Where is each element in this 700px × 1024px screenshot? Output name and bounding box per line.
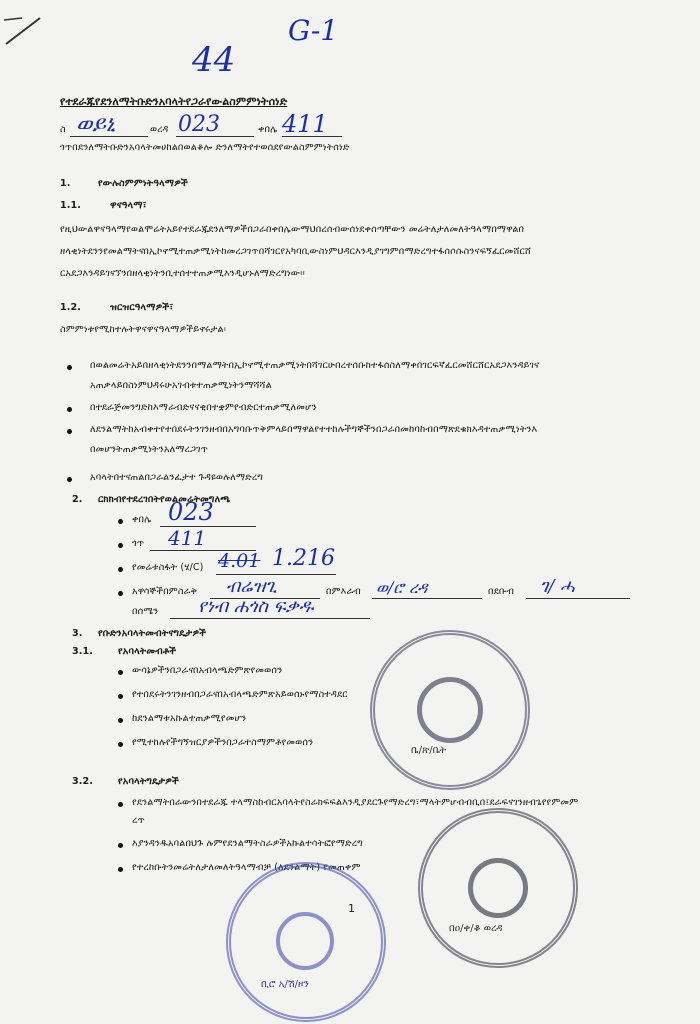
header-label-woreda: ወረዳ [150,124,169,135]
section-3-number: 3. [72,628,83,639]
official-seal [370,630,530,790]
section-1-2-number: 1.2. [60,302,82,313]
duty-item: የተረከቡትንመሬትለታለመለትዓላማብቻ (ለደንልማት) የመጠቀም [132,862,361,873]
handwritten-form-number: 023 [168,498,214,526]
fill-line [372,598,482,599]
right-item: የሚተከሉየችግኝዝርያዎችንበጋራተስማምቶየመወሰን [132,737,314,748]
handwritten-id: 411 [168,526,207,550]
field-label-boundary-south: በደቡብ [488,586,515,597]
handwritten-area-value: 1.216 [272,546,335,571]
bullet-icon [67,477,72,482]
objective-item-continued: አጠቃላይበስነምህዳሩሁአገብቱተጠቃሚነትንማሻሻል [90,380,272,391]
official-seal [226,862,386,1022]
bullet-icon [67,365,72,370]
fill-line [216,574,336,575]
header-label-part: ስ [60,124,66,135]
field-label-kebele: ቀበሌ [132,514,152,525]
bullet-icon [67,407,72,412]
handwritten-area-crossed: 4.01 [218,550,261,572]
objective-item: በተደራጅመንግድከእማራብድናናቂበተቋምየብድርተጠቃሚለመሆን [90,402,317,413]
handwritten-boundary-north: የነብ ሐጎስ ፍቃዱ [198,596,314,617]
duty-item: እያንዳንዱአባልበህጉ ሉምየደንልማትስራዎችአኩልተሳትፎየማድረግ [132,838,363,849]
section-1-title: የውሉስምምነትዓላማዎች [98,178,188,189]
bullet-icon [118,843,123,848]
pen-stroke-mark [0,0,60,60]
fill-line [170,618,370,619]
section-3-2-number: 3.2. [72,776,94,787]
bullet-icon [118,567,123,572]
objective-item: በወልመሬትአይበዘላቂነትደንንበማልማትበኢኮኖሚተጠቃሚነትበሻገርሁበረተሰቡከተፋሰስለማቀበገርፍኛፈርመሸርሸርአደጋእንዳይገና [90,360,540,371]
duty-item: የደንልማትበራውንበተደራጁ ተላማስከብርአባላትየስራክፍፍልእንዲያደርጉየማድረግ፣ማላትምሆብብቢበ፤ደራፍናገንዘብጌየየምመም [132,797,579,808]
bullet-icon [118,543,123,548]
section-2-number: 2. [72,494,83,505]
paragraph-line: ርአደጋእንዳይገናኘንበዘላቂነትንቢተሰተተጠቃሚእንዲሆኑለማድረግነው፡፡ [60,268,305,279]
page-number: 1 [348,902,356,915]
objective-item: አባላትበተናጠልበጋራልንፈታተ ጉዳዩወሉለማድረግ [90,472,264,483]
section-3-1-number: 3.1. [72,646,94,657]
field-label-got: ጎጥ [132,538,145,549]
bullet-icon [118,694,123,699]
bullet-icon [118,802,123,807]
field-label-boundary-east: አዋሳኞችበምስራቅ [132,586,198,597]
fill-line [526,598,630,599]
official-seal [418,808,578,968]
handwritten-boundary-west: ወ/ሮ ረዳ [376,578,428,597]
bullet-icon [118,718,123,723]
right-item: የተበደሩትንገንዘብበጋራናበአብላጫድምጽአይወሰኑየማስተዳደር [132,689,348,700]
header-label-kebele: ቀበሌ [258,124,278,135]
handwritten-code: G-1 [288,14,339,47]
bullet-icon [118,867,123,872]
intro-line: ጎጥበደንለማትቡድንአባላትመሀከልበወልቆሎ ድንለማትየተወሰደየውልስምምነትሰነድ [60,142,350,153]
bullet-icon [67,429,72,434]
handwritten-number: 44 [192,40,236,80]
handwritten-boundary-east: ብሬዝጊ [226,576,277,597]
field-label-boundary-west: በምእራብ [326,586,361,597]
section-3-title: የቡድንአባላትመብትናግዴታዎች [98,628,207,639]
section-1-number: 1. [60,178,71,189]
bullet-icon [118,670,123,675]
bullet-icon [118,742,123,747]
document-title: የተደራጁየደንለማትቡድንአባላትየጋራየውልስምምነትሰነድ [60,95,288,108]
bullet-icon [118,519,123,524]
right-item: ከደንልማቱአኩልተጠቃሚየመሆን [132,713,247,724]
seal-text: በዐ/ቀ/ቆ ወረዳ [449,923,503,934]
paragraph-line: የዚህውልዋናዓላማየወልሞሬትአይየተደራጁደንለማዎችበጋራበቀበሌውማህበረሰብውሰነደቀሰጣቸውን መሬትለታለመለትዓላማበማዋልበ [60,224,525,235]
right-item: ውሳኔዎችንበጋራናበአብላጫድምጽየመወሰን [132,665,283,676]
section-1-2-title: ዝርዝርዓላማዎች፣ [110,302,174,313]
handwritten-name: ወይኒ [76,112,116,137]
paragraph-line: ዘላቂነትደንንየመልማትናበኢኮኖሚተጠቃሚነትከመረጋገጥበሻገርየአካባቢውስነምህዳርእንዲያገግምበማድረግተፋሰሶሱስንናፍኝፈርመሸርሸ [60,246,532,257]
bullet-icon [118,591,123,596]
objectives-lead: ስምምነቱየሚከተሉትዋናዋናዓላማዎችይኖሩታል፡ [60,324,227,335]
duty-item-continued: ረጥ [132,815,145,826]
section-3-2-title: የአባላትግዴታዎች [118,776,179,787]
objective-item: ለደንልማትከአብቀተየተበደሩትንገንዘብበአግባቡጥቅምላይበማዋልየተተከሉችግኞችንበጋራበመከባከብበማጽደቁክእዳተጠቃሚነትንእ [90,424,538,435]
seal-text: ቤ/ጽ/ቤት [411,745,447,756]
handwritten-boundary-south: ገ/ ሓ [540,576,575,597]
field-label-boundary-north: በሰሜን [132,606,159,617]
section-1-1-number: 1.1. [60,200,82,211]
seal-text: ቢሮ አ/ሽ/ዞን [261,979,309,990]
handwritten-form-number: 023 [178,112,220,137]
section-3-1-title: የአባላትመብቶች [118,646,177,657]
objective-item-continued: በመሆንትጠቃሚነትንአለማረጋገጥ [90,444,209,455]
section-2-title: ርክክብየተደረገበትየወልመሬትመግለጫ [98,494,231,505]
section-1-1-title: ዋናዓላማ፣ [110,200,147,211]
handwritten-id: 411 [282,110,328,138]
field-label-area: የመሬቱስፋት (ሄ/C) [132,562,204,573]
